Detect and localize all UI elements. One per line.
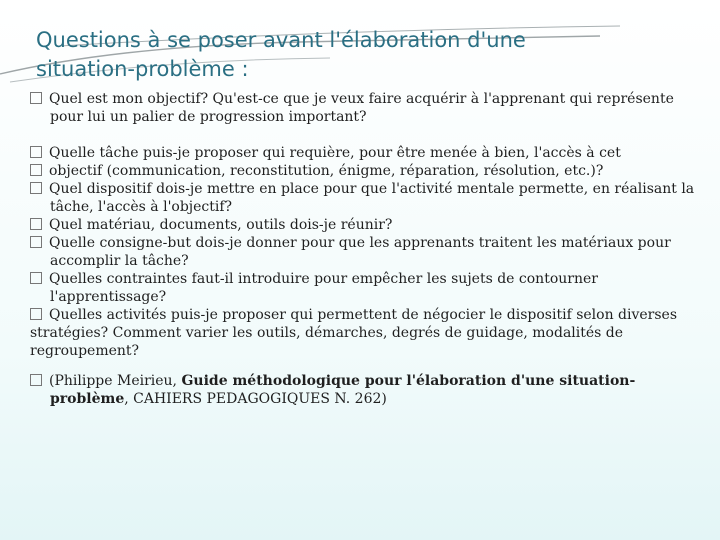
checkbox-icon <box>30 218 42 230</box>
checkbox-icon <box>30 182 42 194</box>
question-list <box>30 90 706 408</box>
checkbox-icon <box>30 272 42 284</box>
question-item-objective-types <box>30 162 706 180</box>
reference-citation <box>30 372 706 408</box>
question-text: objectif (communication, reconstitution, énigme, réparation, résolution, etc.)? <box>49 163 604 179</box>
question-item-constraints <box>30 270 706 306</box>
title-line-2: situation-problème : <box>36 57 249 81</box>
reference-open: (Philippe Meirieu, <box>49 373 182 389</box>
question-text: Quel matériau, documents, outils dois-je réunir? <box>49 217 393 233</box>
question-item-instruction <box>30 234 706 270</box>
question-text: Quelles contraintes faut-il introduire pour empêcher les sujets de contourner l'apprentissage? <box>49 271 598 305</box>
question-item-activities <box>30 306 706 360</box>
checkbox-icon <box>30 146 42 158</box>
checkbox-icon <box>30 236 42 248</box>
checkbox-icon <box>30 308 42 320</box>
question-text: Quel est mon objectif? Qu'est-ce que je veux faire acquérir à l'apprenant qui représente pour lui un palier de progression important? <box>49 91 674 125</box>
question-item-task <box>30 144 706 162</box>
title-line-1: Questions à se poser avant l'élaboration d'une <box>36 28 526 52</box>
checkbox-icon <box>30 92 42 104</box>
checkbox-icon <box>30 164 42 176</box>
question-text: Quel dispositif dois-je mettre en place pour que l'activité mentale permette, en réalisant la tâche, l'accès à l'objectif? <box>49 181 695 215</box>
reference-source: , CAHIERS PEDAGOGIQUES N. 262) <box>124 391 387 407</box>
reference-book-title: Guide méthodologique pour l'élaboration d'une situation-problème <box>50 373 636 407</box>
question-item-material <box>30 216 706 234</box>
question-text: Quelle consigne-but dois-je donner pour que les apprenants traitent les matériaux pour accomplir la tâche? <box>49 235 671 269</box>
checkbox-icon <box>30 374 42 386</box>
question-item-device <box>30 180 706 216</box>
question-text: Quelles activités puis-je proposer qui permettent de négocier le dispositif selon diverses stratégies? Comment varier les outils, démarches, degrés de guidage, modalités de regroupement? <box>30 307 678 359</box>
question-text: Quelle tâche puis-je proposer qui requière, pour être menée à bien, l'accès à cet <box>49 145 621 161</box>
page-title <box>36 26 636 84</box>
question-item-objective <box>30 90 706 126</box>
